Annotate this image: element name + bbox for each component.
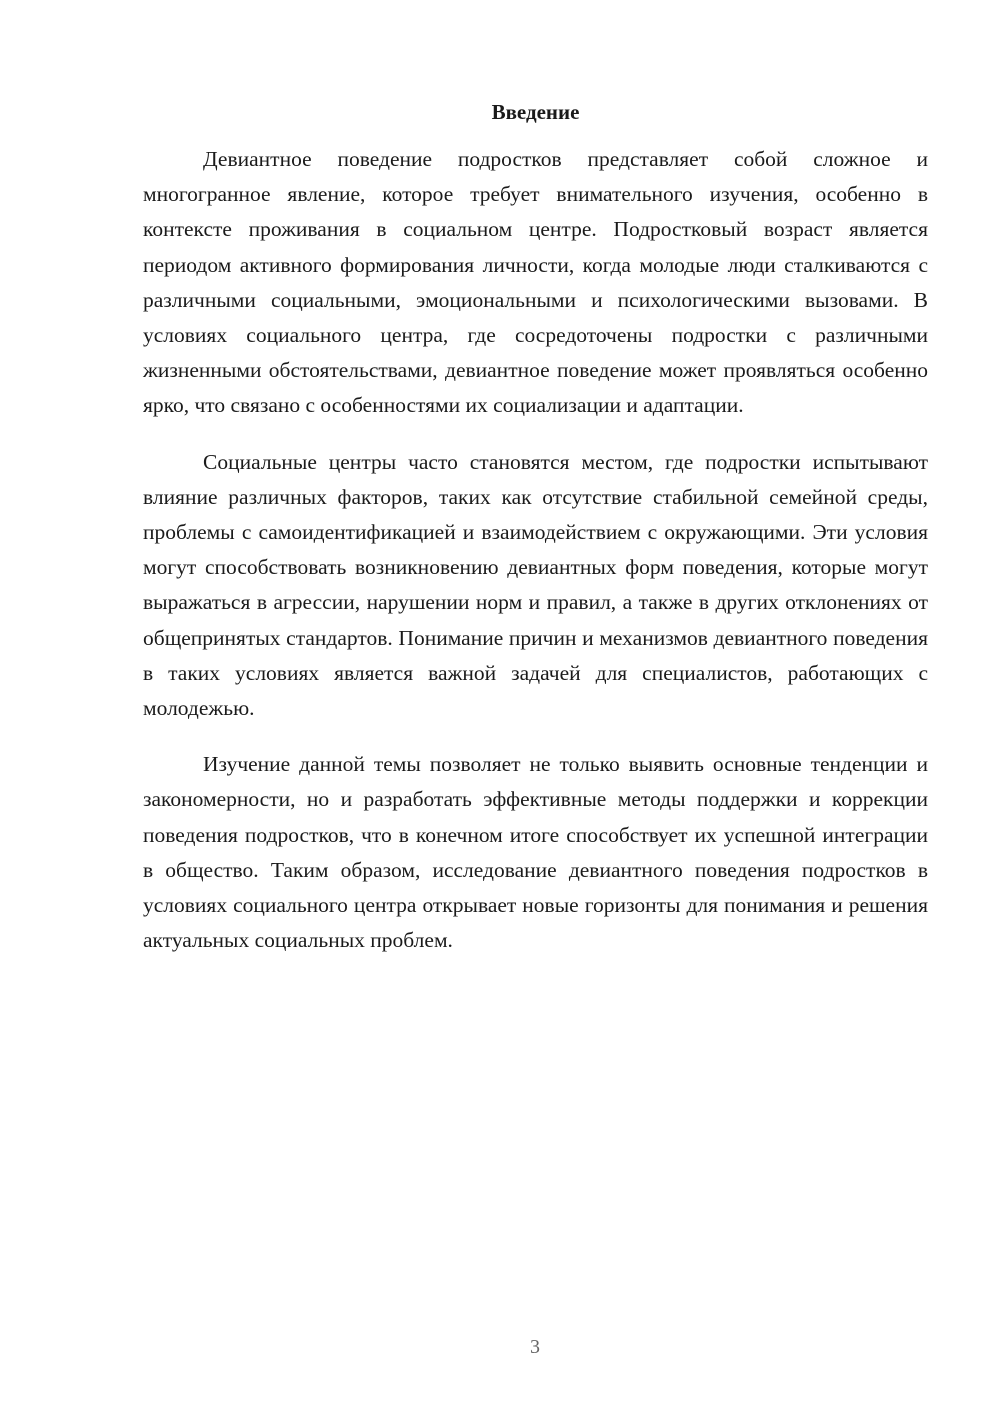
page-number: 3 — [530, 1336, 540, 1358]
paragraph-1: Девиантное поведение подростков представляет собой сложное и многогранное явление, которое требует внимательного изучения, особенно в контексте проживания в социальном центре. Подростковый возраст является периодом активного формирования личности, когда молодые люди сталкиваются с различными социальными, эмоциональными и психологическими вызовами. В условиях социального центра, где сосредоточены подростки с различными жизненными обстоятельствами, девиантное поведение может проявляться особенно ярко, что связано с особенностями их социализации и адаптации. — [143, 147, 928, 418]
paragraph-3: Изучение данной темы позволяет не только выявить основные тенденции и закономерности, но и разработать эффективные методы поддержки и коррекции поведения подростков, что в конечном итоге способствует их успешной интеграции в общество. Таким образом, исследование девиантного поведения подростков в условиях социального центра открывает новые горизонты для понимания и решения актуальных социальных проблем. — [143, 752, 928, 953]
body-text — [143, 142, 928, 979]
section-title: Введение — [491, 100, 580, 124]
paragraph-2: Социальные центры часто становятся местом, где подростки испытывают влияние различных факторов, таких как отсутствие стабильной семейной среды, проблемы с самоидентификацией и взаимодействием с окружающими. Эти условия могут способствовать возникновению девиантных форм поведения, которые могут выражаться в агрессии, нарушении норм и правил, а также в других отклонениях от общепринятых стандартов. Понимание причин и механизмов девиантного поведения в таких условиях является важной задачей для специалистов, работающих с молодежью. — [143, 449, 928, 721]
